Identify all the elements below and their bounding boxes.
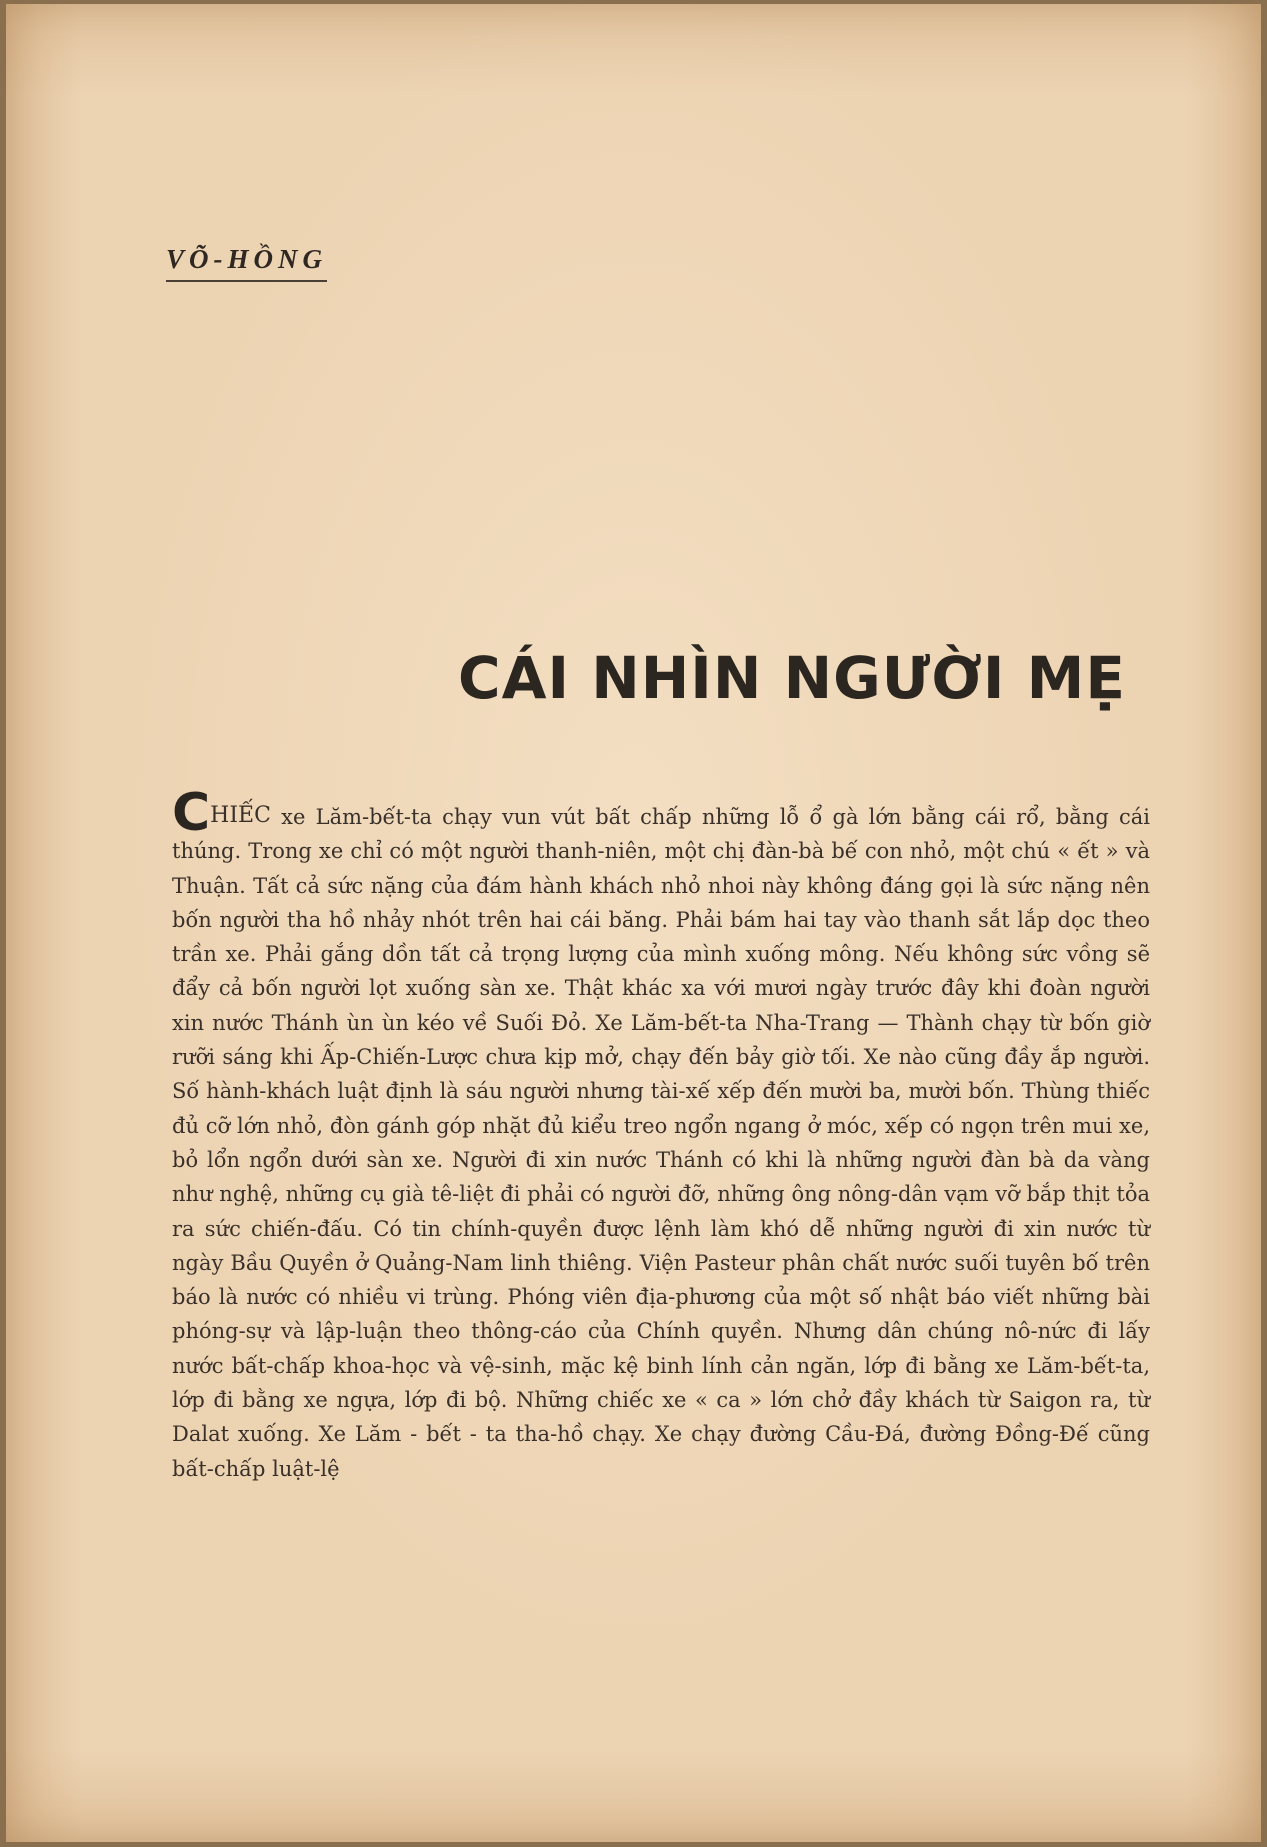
author-name: VÕ-HỒNG bbox=[166, 244, 327, 282]
article-body bbox=[172, 783, 1150, 1486]
body-paragraph: xe Lăm-bết-ta chạy vun vút bất chấp những lỗ ổ gà lớn bằng cái rổ, bằng cái thúng. Trong xe chỉ có một người thanh-niên, một chị đàn-bà bế con nhỏ, một chú « ết » và Thuận. Tất cả sức nặng của đám hành khách nhỏ nhoi này không đáng gọi là sức nặng nên bốn người tha hồ nhảy nhót trên hai cái băng. Phải bám hai tay vào thanh sắt lắp dọc theo trần xe. Phải gắng dồn tất cả trọng lượng của mình xuống mông. Nếu không sức vồng sẽ đẩy cả bốn người lọt xuống sàn xe. Thật khác xa với mươi ngày trước đây khi đoàn người xin nước Thánh ùn ùn kéo về Suối Đỏ. Xe Lăm-bết-ta Nha-Trang — Thành chạy từ bốn giờ rưỡi sáng khi Ấp-Chiến-Lược chưa kịp mở, chạy đến bảy giờ tối. Xe nào cũng đầy ắp người. Số hành-khách luật định là sáu người nhưng tài-xế xếp đến mười ba, mười bốn. Thùng thiếc đủ cỡ lớn nhỏ, đòn gánh góp nhặt đủ kiểu treo ngổn ngang ở móc, xếp có ngọn trên mui xe, bỏ lổn ngổn dưới sàn xe. Người đi xin nước Thánh có khi là những người đàn bà da vàng như nghệ, những cụ già tê-liệt đi phải có người đỡ, những ông nông-dân vạm vỡ bắp thịt tỏa ra sức chiến-đấu. Có tin chính-quyền được lệnh làm khó dễ những người đi xin nước từ ngày Bầu Quyền ở Quảng-Nam linh thiêng. Viện Pasteur phân chất nước suối tuyên bố trên báo là nước có nhiều vi trùng. Phóng viên địa-phương của một số nhật báo viết những bài phóng-sự và lập-luận theo thông-cáo của Chính quyền. Nhưng dân chúng nô-nức đi lấy nước bất-chấp khoa-học và vệ-sinh, mặc kệ binh lính cản ngăn, lớp đi bằng xe Lăm-bết-ta, lớp đi bằng xe ngựa, lớp đi bộ. Những chiếc xe « ca » lớn chở đầy khách từ Saigon ra, từ Dalat xuống. Xe Lăm - bết - ta tha-hồ chạy. Xe chạy đường Cầu-Đá, đường Đồng-Đế cũng bất-chấp luật-lệ bbox=[172, 805, 1150, 1481]
lead-word-rest: HIẾC bbox=[210, 803, 271, 828]
book-page bbox=[6, 4, 1261, 1842]
drop-cap: C bbox=[172, 783, 211, 843]
article-title: CÁI NHÌN NGƯỜI MẸ bbox=[458, 644, 1126, 712]
